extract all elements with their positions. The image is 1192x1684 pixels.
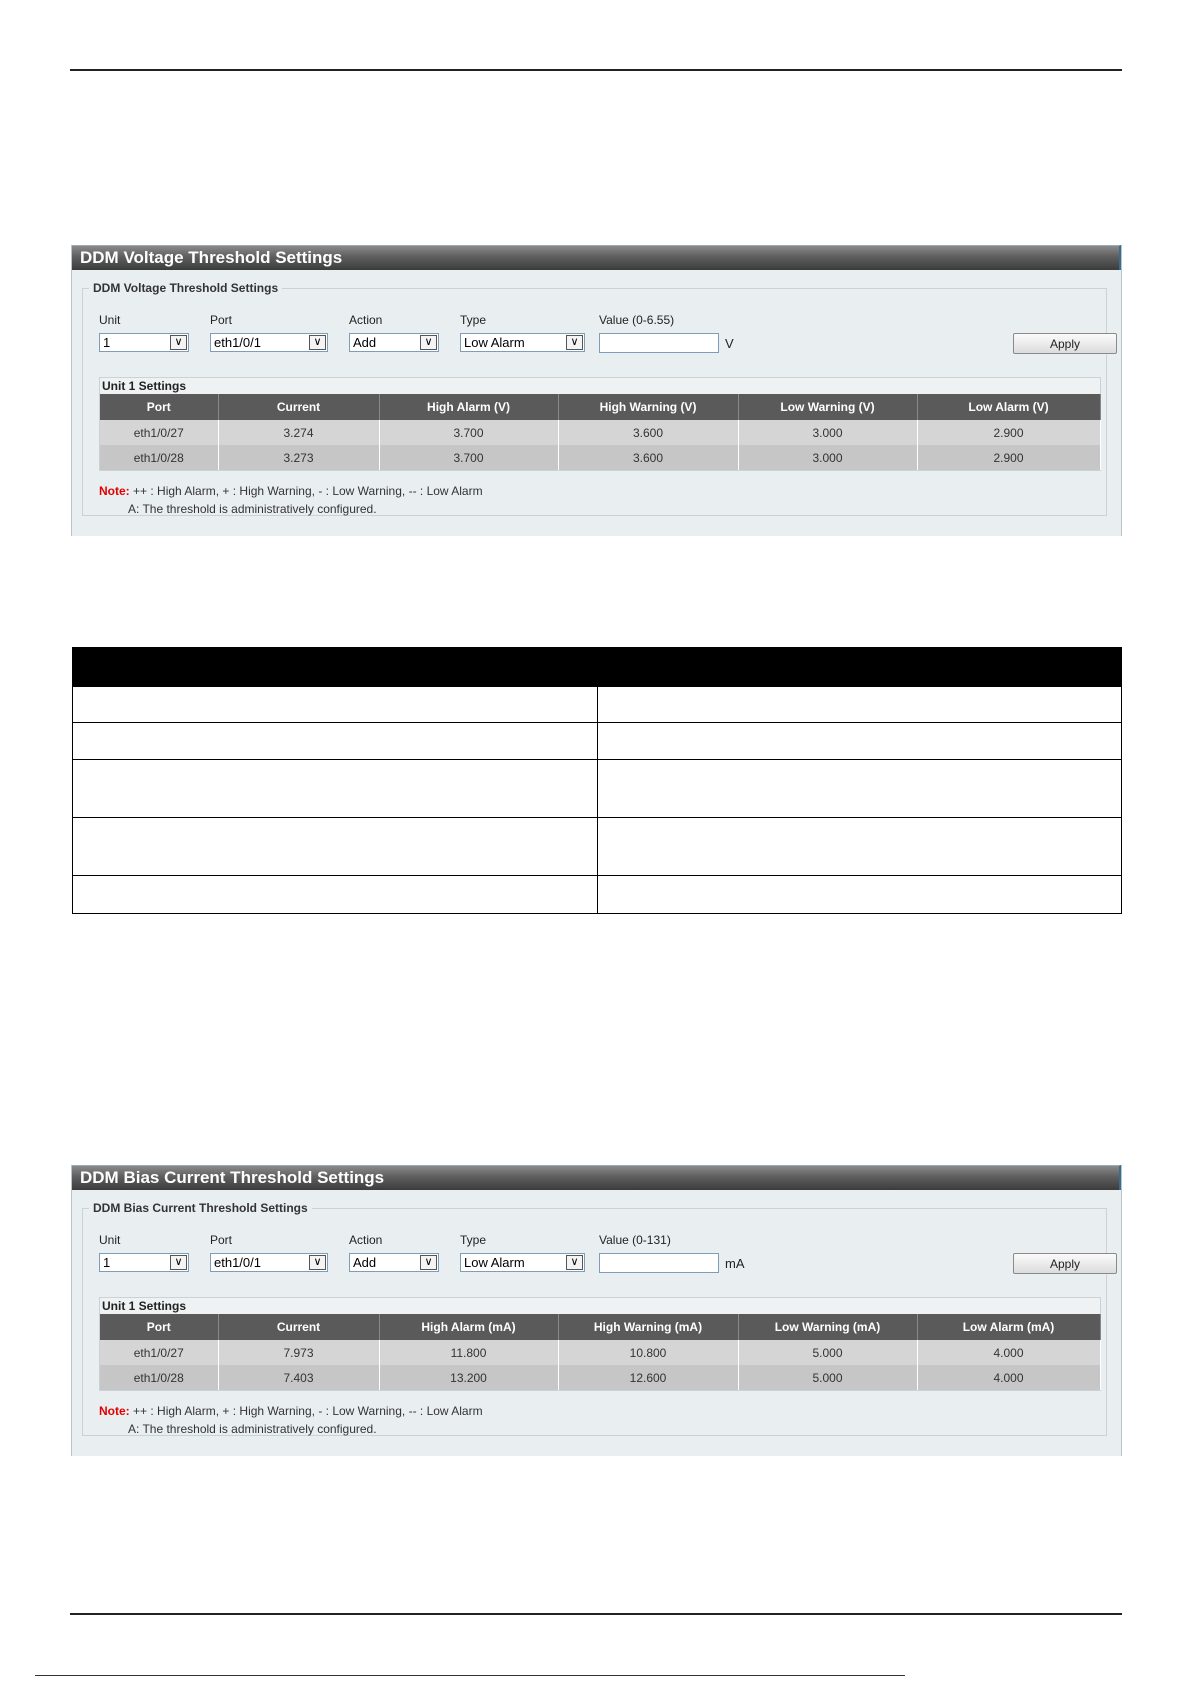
port-select-value: eth1/0/1 bbox=[214, 1255, 261, 1270]
type-select-value: Low Alarm bbox=[464, 335, 525, 350]
unit-label: Unit bbox=[99, 1233, 121, 1247]
chevron-down-icon[interactable]: ∨ bbox=[420, 1255, 437, 1270]
chevron-down-icon[interactable]: ∨ bbox=[309, 1255, 326, 1270]
desc-header-description bbox=[597, 648, 1122, 687]
type-label: Type bbox=[460, 313, 487, 327]
value-unit-label: V bbox=[725, 336, 734, 351]
note-label: Note: bbox=[99, 1404, 130, 1418]
column-header-low-alarm: Low Alarm (V) bbox=[917, 394, 1100, 420]
cell-high-warning: 3.600 bbox=[558, 445, 738, 470]
column-header-high-warning: High Warning (mA) bbox=[558, 1314, 738, 1340]
chevron-down-icon[interactable]: ∨ bbox=[170, 1255, 187, 1270]
unit-select[interactable] bbox=[99, 333, 189, 352]
apply-button[interactable]: Apply bbox=[1013, 1253, 1117, 1274]
note-admin-text: A: The threshold is administratively configured. bbox=[128, 1422, 377, 1436]
type-select[interactable] bbox=[460, 1253, 585, 1272]
table-row bbox=[73, 687, 1122, 723]
port-select-value: eth1/0/1 bbox=[214, 335, 261, 350]
column-header-current: Current bbox=[218, 394, 379, 420]
cell-port: eth1/0/28 bbox=[100, 445, 218, 470]
action-label: Action bbox=[349, 313, 383, 327]
cell-low-alarm: 2.900 bbox=[917, 420, 1100, 445]
note-legend-text: ++ : High Alarm, + : High Warning, - : Low Warning, -- : Low Alarm bbox=[133, 484, 483, 498]
value-unit-label: mA bbox=[725, 1256, 745, 1271]
chevron-down-icon[interactable]: ∨ bbox=[420, 335, 437, 350]
table-row bbox=[73, 818, 1122, 876]
settings-group bbox=[82, 1201, 1107, 1436]
group-legend: DDM Voltage Threshold Settings bbox=[93, 281, 279, 295]
cell-high-alarm: 3.700 bbox=[379, 445, 558, 470]
action-select-value: Add bbox=[353, 335, 377, 350]
settings-caption: Unit 1 Settings bbox=[100, 1298, 1100, 1314]
action-select[interactable] bbox=[349, 1253, 439, 1272]
unit-select-value: 1 bbox=[103, 1255, 111, 1270]
port-label: Port bbox=[210, 313, 233, 327]
cell-current: 3.274 bbox=[218, 420, 379, 445]
action-select[interactable] bbox=[349, 333, 439, 352]
cell-high-alarm: 3.700 bbox=[379, 420, 558, 445]
table-row bbox=[100, 1365, 1100, 1390]
table-row bbox=[73, 723, 1122, 760]
apply-button[interactable]: Apply bbox=[1013, 333, 1117, 354]
type-select[interactable] bbox=[460, 333, 585, 352]
window-title: DDM Voltage Threshold Settings bbox=[72, 245, 1121, 270]
window-title: DDM Bias Current Threshold Settings bbox=[72, 1165, 1121, 1190]
note-legend-text: ++ : High Alarm, + : High Warning, - : Low Warning, -- : Low Alarm bbox=[133, 1404, 483, 1418]
unit-select-value: 1 bbox=[103, 335, 111, 350]
chevron-down-icon[interactable]: ∨ bbox=[309, 335, 326, 350]
threshold-table bbox=[100, 1314, 1101, 1390]
cell-low-warning: 3.000 bbox=[738, 420, 917, 445]
group-legend: DDM Bias Current Threshold Settings bbox=[93, 1201, 308, 1215]
cell-low-warning: 3.000 bbox=[738, 445, 917, 470]
port-label: Port bbox=[210, 1233, 233, 1247]
value-input[interactable] bbox=[599, 1253, 719, 1273]
note bbox=[99, 1402, 483, 1438]
table-row bbox=[73, 876, 1122, 914]
column-header-high-warning: High Warning (V) bbox=[558, 394, 738, 420]
cell-low-warning: 5.000 bbox=[738, 1340, 917, 1365]
value-label: Value (0-131) bbox=[599, 1233, 671, 1247]
unit-settings-box bbox=[99, 1297, 1101, 1391]
threshold-table bbox=[100, 394, 1101, 470]
cell-high-warning: 3.600 bbox=[558, 420, 738, 445]
column-header-current: Current bbox=[218, 1314, 379, 1340]
cell-current: 7.973 bbox=[218, 1340, 379, 1365]
cell-high-warning: 10.800 bbox=[558, 1340, 738, 1365]
column-header-low-alarm: Low Alarm (mA) bbox=[917, 1314, 1100, 1340]
column-header-high-alarm: High Alarm (V) bbox=[379, 394, 558, 420]
port-select[interactable] bbox=[210, 333, 328, 352]
column-header-low-warning: Low Warning (mA) bbox=[738, 1314, 917, 1340]
cell-low-warning: 5.000 bbox=[738, 1365, 917, 1390]
unit-label: Unit bbox=[99, 313, 121, 327]
chevron-down-icon[interactable]: ∨ bbox=[170, 335, 187, 350]
note bbox=[99, 482, 483, 518]
table-row bbox=[100, 1340, 1100, 1365]
action-select-value: Add bbox=[353, 1255, 377, 1270]
action-label: Action bbox=[349, 1233, 383, 1247]
cell-low-alarm: 4.000 bbox=[917, 1340, 1100, 1365]
note-admin-text: A: The threshold is administratively configured. bbox=[128, 502, 377, 516]
column-header-low-warning: Low Warning (V) bbox=[738, 394, 917, 420]
cell-port: eth1/0/27 bbox=[100, 420, 218, 445]
table-row bbox=[100, 420, 1100, 445]
page-header-rule bbox=[70, 69, 1122, 71]
settings-caption: Unit 1 Settings bbox=[100, 378, 1100, 394]
value-input[interactable] bbox=[599, 333, 719, 353]
voltage-threshold-window bbox=[71, 245, 1122, 536]
port-select[interactable] bbox=[210, 1253, 328, 1272]
unit-select[interactable] bbox=[99, 1253, 189, 1272]
chevron-down-icon[interactable]: ∨ bbox=[566, 1255, 583, 1270]
note-label: Note: bbox=[99, 484, 130, 498]
bias-current-threshold-window bbox=[71, 1165, 1122, 1456]
cell-port: eth1/0/27 bbox=[100, 1340, 218, 1365]
column-header-high-alarm: High Alarm (mA) bbox=[379, 1314, 558, 1340]
value-label: Value (0-6.55) bbox=[599, 313, 675, 327]
page-footer-rule bbox=[70, 1613, 1122, 1615]
unit-settings-box bbox=[99, 377, 1101, 471]
cell-low-alarm: 2.900 bbox=[917, 445, 1100, 470]
desc-header-parameter bbox=[73, 648, 598, 687]
chevron-down-icon[interactable]: ∨ bbox=[566, 335, 583, 350]
cell-port: eth1/0/28 bbox=[100, 1365, 218, 1390]
type-label: Type bbox=[460, 1233, 487, 1247]
parameter-description-table bbox=[72, 647, 1122, 914]
type-select-value: Low Alarm bbox=[464, 1255, 525, 1270]
column-header-port: Port bbox=[100, 1314, 218, 1340]
table-row bbox=[100, 445, 1100, 470]
cell-current: 3.273 bbox=[218, 445, 379, 470]
cell-current: 7.403 bbox=[218, 1365, 379, 1390]
cell-high-alarm: 13.200 bbox=[379, 1365, 558, 1390]
page-bottom-rule bbox=[35, 1675, 905, 1676]
column-header-port: Port bbox=[100, 394, 218, 420]
cell-low-alarm: 4.000 bbox=[917, 1365, 1100, 1390]
cell-high-alarm: 11.800 bbox=[379, 1340, 558, 1365]
cell-high-warning: 12.600 bbox=[558, 1365, 738, 1390]
table-row bbox=[73, 760, 1122, 818]
settings-group bbox=[82, 281, 1107, 516]
